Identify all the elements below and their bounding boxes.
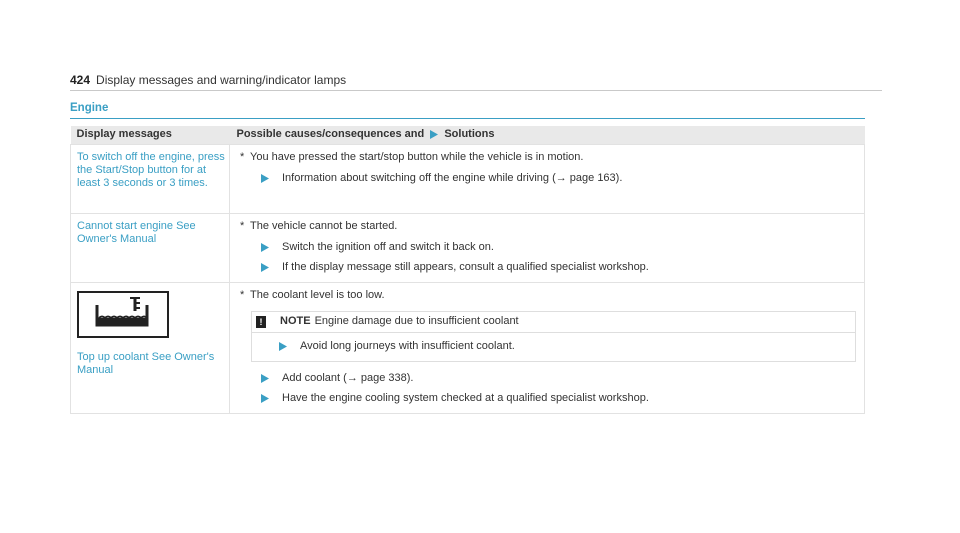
cause-item	[238, 151, 856, 164]
table-row	[71, 144, 865, 213]
solution-text: Have the engine cooling system checked at a qualified specialist workshop.	[282, 391, 649, 404]
solution-triangle-icon	[261, 263, 269, 271]
table-header-row	[71, 126, 865, 144]
table-row	[71, 282, 865, 413]
solution-triangle-icon	[261, 394, 269, 402]
cause-text: You have pressed the start/stop button while the vehicle is in motion.	[250, 150, 584, 163]
solution-step	[238, 172, 856, 185]
section-rule	[70, 118, 865, 119]
cause-bullet: *	[240, 150, 245, 163]
note-label: NOTE	[280, 315, 311, 327]
coolant-level-icon	[77, 291, 169, 338]
section-title: Engine	[70, 102, 109, 114]
display-message-cannot-start: Cannot start engine See Owner's Manual	[71, 213, 230, 282]
solutions-triangle-icon	[430, 130, 438, 138]
column-header-solutions-label: Solutions	[444, 128, 495, 141]
display-message-switch-off: To switch off the engine, press the Start/Stop button for at least 3 seconds or 3 times.	[71, 144, 230, 213]
solution-step	[238, 261, 856, 274]
solution-text: Add coolant (→ page 338).	[282, 371, 414, 384]
display-message-top-up-coolant	[71, 282, 230, 413]
solution-triangle-icon	[261, 174, 269, 182]
column-header-display-messages: Display messages	[71, 126, 230, 144]
page-header	[70, 73, 882, 87]
solution-text: Switch the ignition off and switch it back on.	[282, 240, 494, 253]
solution-text: Information about switching off the engine while driving (→ page 163).	[282, 171, 623, 184]
column-header-causes-label: Possible causes/consequences and	[236, 128, 425, 141]
cause-bullet: *	[240, 219, 245, 232]
cause-bullet: *	[240, 288, 245, 301]
table-row	[71, 213, 865, 282]
warning-icon: !	[256, 316, 266, 328]
coolant-message-text: Top up coolant See Owner's Manual	[77, 350, 215, 376]
note-header	[252, 312, 855, 332]
cause-text: The vehicle cannot be started.	[250, 219, 398, 232]
messages-table	[70, 126, 865, 414]
solution-step	[238, 392, 856, 405]
causes-cell	[230, 144, 865, 213]
causes-cell	[230, 213, 865, 282]
solution-step	[238, 241, 856, 254]
page-number: 424	[70, 73, 91, 87]
solution-triangle-icon	[261, 243, 269, 251]
note-text: Engine damage due to insufficient coolant	[314, 315, 519, 327]
solution-triangle-icon	[279, 342, 287, 350]
solution-triangle-icon	[261, 374, 269, 382]
note-step-text: Avoid long journeys with insufficient coolant.	[300, 339, 515, 352]
header-rule	[70, 90, 882, 91]
cause-item	[238, 220, 856, 233]
causes-cell	[230, 282, 865, 413]
solution-step	[238, 372, 856, 385]
cause-text: The coolant level is too low.	[250, 288, 385, 301]
column-header-causes	[230, 126, 865, 144]
note-box	[251, 311, 856, 362]
cause-item	[238, 289, 856, 302]
solution-text: If the display message still appears, consult a qualified specialist workshop.	[282, 260, 649, 273]
running-title: Display messages and warning/indicator lamps	[96, 73, 347, 87]
note-step	[252, 332, 855, 361]
